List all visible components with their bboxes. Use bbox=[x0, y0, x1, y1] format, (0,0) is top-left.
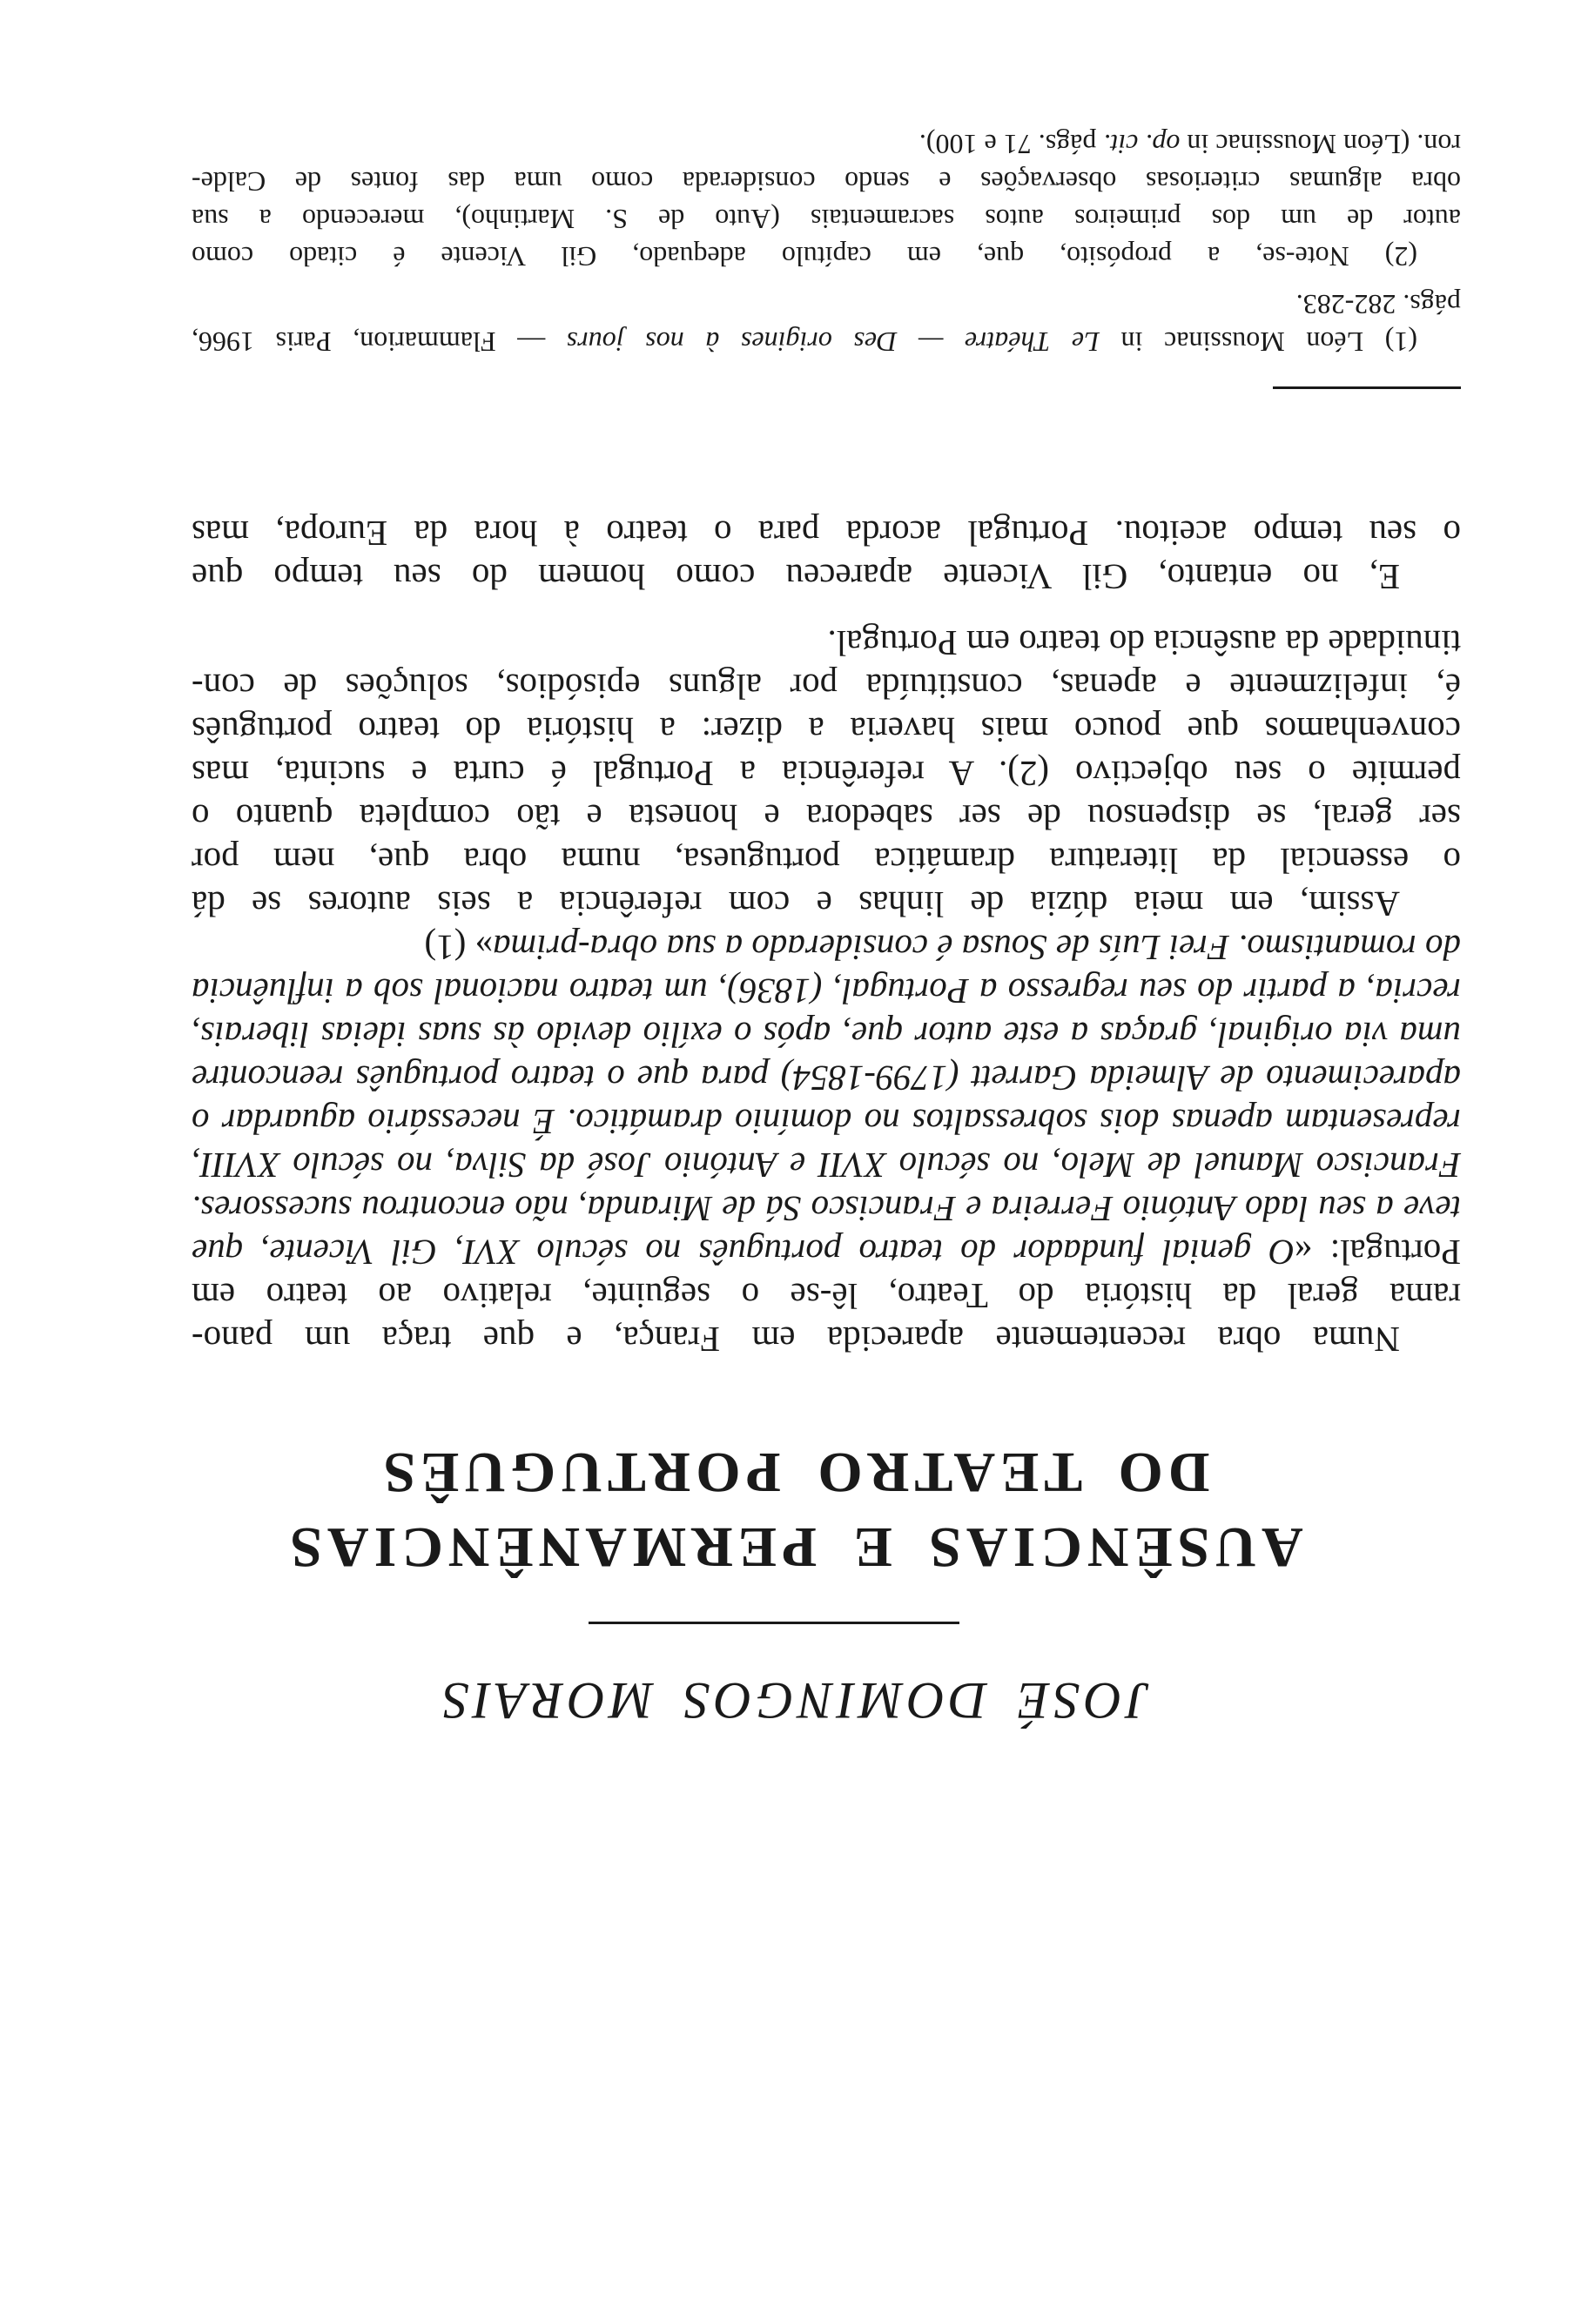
body-line: Assim, em meia dúzia de linhas e com referência a seis autores se dá bbox=[192, 884, 1400, 924]
article-body bbox=[192, 512, 1461, 1361]
footnote-divider bbox=[1273, 386, 1461, 389]
footnote-1: (1) Léon Moussinac in Le Théatre — Des origines à nos jours — Flammarion, Paris 1966, bbox=[191, 326, 1417, 358]
title-line-2: DO TEATRO PORTUGUÊS bbox=[378, 1441, 1210, 1504]
body-line: Portugal: «O genial fundador do teatro português no século XVI, Gil Vicente, que bbox=[192, 1233, 1461, 1273]
article-title bbox=[0, 1434, 1588, 1584]
footnote-2-line: obra algumas criteriosas observações e sendo considerada como uma das fontes de Calde- bbox=[192, 166, 1461, 198]
quotation-line: do romantismo. Frei Luís de Sousa é considerado a sua obra-prima» (1) bbox=[424, 928, 1461, 968]
body-line: Numa obra recentemente aparecida em França, e que traça um pano- bbox=[192, 1320, 1400, 1360]
body-line: convenhamos que pouco mais haveria a dizer: a história do teatro português bbox=[192, 710, 1461, 750]
quotation-line: Francisco Manuel de Melo, no século XVII e António José da Silva, no século XVIII, bbox=[192, 1145, 1461, 1186]
footnote-2: (2) Note-se, a propósito, que, em capítulo adequado, Gil Vicente é citado como bbox=[192, 241, 1417, 272]
body-line: ser geral, se dispensou de ser sabedora e honesta e tão completa quanto o bbox=[192, 797, 1461, 837]
title-divider bbox=[589, 1622, 959, 1624]
body-line: permite o seu objectivo (2). A referência a Portugal é curta e sucinta, mas bbox=[192, 754, 1461, 794]
title-line-1: AUSÊNCIAS E PERMANÊNCIAS bbox=[285, 1515, 1303, 1579]
paragraph-gap bbox=[192, 599, 1461, 621]
body-line: rama geral da história do Teatro, lê-se o seguinte, relativo ao teatro em bbox=[192, 1276, 1461, 1316]
body-line: E, no entanto, Gil Vicente apareceu como homem do seu tempo que bbox=[192, 557, 1400, 597]
footnote-2-line: ron. (Léon Moussinac in op. cit. págs. 71 e 100). bbox=[918, 129, 1461, 160]
quotation-line: uma via original, graças a este autor que, após o exílio devido às suas ideias liberais, bbox=[192, 1015, 1461, 1055]
quotation-line: aparecimento de Almeida Garrett (1799-1854) para que o teatro português reencontre bbox=[192, 1058, 1461, 1098]
footnote-gap bbox=[192, 275, 1461, 285]
footnotes bbox=[192, 125, 1461, 360]
body-line: o essencial da literatura dramática portuguesa, numa obra que, nem por bbox=[192, 841, 1461, 881]
body-line: tinuidade da ausência do teatro em Portugal. bbox=[827, 623, 1461, 663]
quotation-line: representam apenas dois sobressaltos no domínio dramático. É necessário aguardar o bbox=[192, 1102, 1461, 1142]
footnote-2-line: autor de um dos primeiros autos sacramentais (Auto de S. Martinho), merecendo a sua bbox=[192, 204, 1461, 235]
quotation-line: recria, a partir do seu regresso a Portugal, (1836), um teatro nacional sob a influência bbox=[192, 971, 1461, 1011]
author-name: JOSÉ DOMINGOS MORAIS bbox=[438, 1672, 1150, 1730]
body-line: o seu tempo aceitou. Portugal acorda para o teatro à hora da Europa, mas bbox=[192, 514, 1461, 554]
quotation-text: O genial fundador do teatro português no século XVI, Gil Vicente, que bbox=[192, 1233, 1295, 1273]
quotation-line: teve a seu lado António Ferreira e Francisco Sá de Miranda, não encontrou sucessores. bbox=[192, 1189, 1461, 1229]
body-line: é, infelizmente e apenas, constituída por alguns episódios, soluções de con- bbox=[192, 667, 1461, 707]
footnote-1-line-2: págs. 282-283. bbox=[1295, 289, 1461, 320]
